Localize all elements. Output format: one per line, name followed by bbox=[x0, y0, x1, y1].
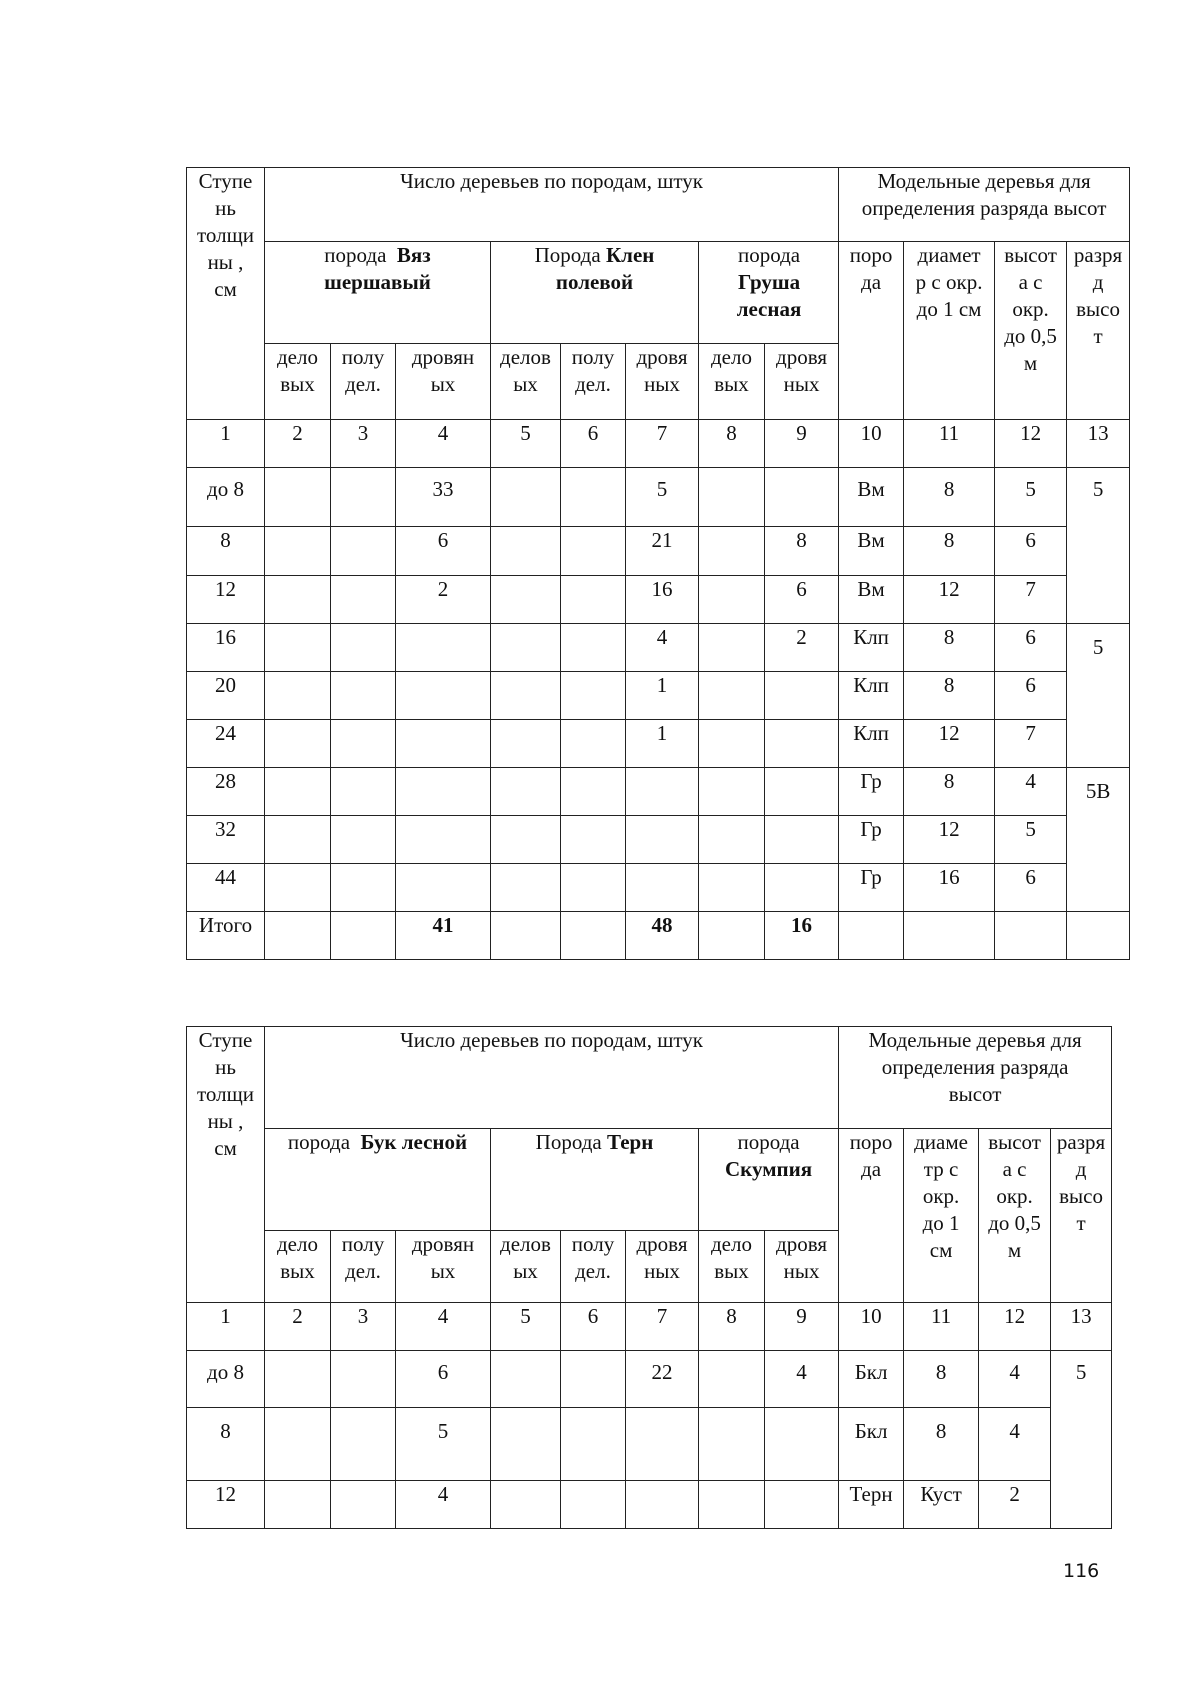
subheader-cell: дело вых bbox=[265, 344, 331, 420]
cell-razryad: 5 bbox=[1067, 624, 1130, 768]
cell-height: 6 bbox=[995, 624, 1067, 672]
subheader-cell: дело вых bbox=[699, 1231, 765, 1303]
row-stupen: 12 bbox=[187, 576, 265, 624]
column-number: 8 bbox=[699, 420, 765, 468]
cell-value bbox=[765, 720, 839, 768]
total-value: 48 bbox=[651, 913, 673, 937]
table-row bbox=[187, 720, 1130, 768]
column-number: 2 bbox=[265, 1303, 331, 1351]
cell-diameter: 8 bbox=[904, 1351, 979, 1408]
cell-poroda: Гр bbox=[839, 864, 904, 912]
column-number: 9 bbox=[765, 420, 839, 468]
header-poroda: поро да bbox=[839, 1129, 904, 1303]
cell-value bbox=[396, 720, 491, 768]
tree-table-1 bbox=[186, 167, 1130, 960]
column-number: 13 bbox=[1067, 420, 1130, 468]
cell-value bbox=[765, 672, 839, 720]
total-label: Итого bbox=[187, 912, 265, 960]
total-value: 41 bbox=[432, 913, 454, 937]
cell-diameter: Куст bbox=[904, 1481, 979, 1529]
subheader-cell: полу дел. bbox=[331, 344, 396, 420]
column-number: 4 bbox=[396, 420, 491, 468]
cell-diameter: 8 bbox=[904, 1408, 979, 1481]
column-number: 6 bbox=[561, 1303, 626, 1351]
column-number: 11 bbox=[904, 420, 995, 468]
subheader-cell: дело вых bbox=[699, 344, 765, 420]
column-number: 6 bbox=[561, 420, 626, 468]
cell-value bbox=[396, 672, 491, 720]
cell-poroda: Гр bbox=[839, 768, 904, 816]
cell-value bbox=[626, 768, 699, 816]
cell-diameter: 12 bbox=[904, 816, 995, 864]
cell-value bbox=[396, 816, 491, 864]
row-stupen: 32 bbox=[187, 816, 265, 864]
cell-value: 2 bbox=[396, 576, 491, 624]
table-row bbox=[187, 672, 1130, 720]
total-row bbox=[187, 912, 1130, 960]
column-number: 13 bbox=[1051, 1303, 1112, 1351]
row-stupen: 24 bbox=[187, 720, 265, 768]
cell-height: 4 bbox=[995, 768, 1067, 816]
subheader-cell: дровян ых bbox=[396, 344, 491, 420]
header-razryad: разря д высо т bbox=[1067, 242, 1130, 420]
subheader-cell: полу дел. bbox=[561, 344, 626, 420]
cell-poroda: Терн bbox=[839, 1481, 904, 1529]
cell-value bbox=[765, 1408, 839, 1481]
column-number: 4 bbox=[396, 1303, 491, 1351]
cell-razryad: 5В bbox=[1067, 768, 1130, 912]
row-stupen: 12 bbox=[187, 1481, 265, 1529]
cell-diameter: 16 bbox=[904, 864, 995, 912]
column-number: 9 bbox=[765, 1303, 839, 1351]
subheader-cell: дровя ных bbox=[626, 1231, 699, 1303]
cell-poroda: Бкл bbox=[839, 1408, 904, 1481]
row-stupen: до 8 bbox=[187, 1351, 265, 1408]
cell-diameter: 12 bbox=[904, 576, 995, 624]
cell-value: 4 bbox=[396, 1481, 491, 1529]
table-row bbox=[187, 1351, 1112, 1408]
subheader-cell: делов ых bbox=[491, 1231, 561, 1303]
cell-razryad: 5 bbox=[1067, 468, 1130, 624]
header-poroda: поро да bbox=[839, 242, 904, 420]
column-number: 7 bbox=[626, 1303, 699, 1351]
cell-razryad: 5 bbox=[1051, 1351, 1112, 1529]
cell-value bbox=[765, 864, 839, 912]
subheader-cell: дело вых bbox=[265, 1231, 331, 1303]
cell-height: 7 bbox=[995, 720, 1067, 768]
column-number: 10 bbox=[839, 1303, 904, 1351]
header-stupen: Ступе нь толщи ны , см bbox=[187, 1027, 265, 1303]
row-stupen: 20 bbox=[187, 672, 265, 720]
cell-poroda: Вм bbox=[839, 576, 904, 624]
header-razryad: разря д высо т bbox=[1051, 1129, 1112, 1303]
cell-poroda: Клп bbox=[839, 624, 904, 672]
cell-value bbox=[765, 768, 839, 816]
header-tree-count: Число деревьев по породам, штук bbox=[265, 168, 839, 242]
header-stupen: Ступе нь толщи ны , см bbox=[187, 168, 265, 420]
subheader-cell: дровя ных bbox=[626, 344, 699, 420]
column-number: 11 bbox=[904, 1303, 979, 1351]
cell-diameter: 8 bbox=[904, 768, 995, 816]
species-header-skumpiya: порода Скумпия bbox=[699, 1129, 839, 1231]
cell-value: 6 bbox=[765, 576, 839, 624]
column-number: 10 bbox=[839, 420, 904, 468]
column-number: 5 bbox=[491, 420, 561, 468]
subheader-cell: полу дел. bbox=[561, 1231, 626, 1303]
table-row bbox=[187, 1481, 1112, 1529]
table-row bbox=[187, 468, 1130, 527]
cell-height: 2 bbox=[979, 1481, 1051, 1529]
column-number-row bbox=[187, 420, 1130, 468]
subheader-cell: полу дел. bbox=[331, 1231, 396, 1303]
header-model-trees: Модельные деревья для определения разряда высот bbox=[839, 1027, 1112, 1129]
cell-value: 21 bbox=[626, 527, 699, 576]
cell-value bbox=[765, 1481, 839, 1529]
header-tree-count: Число деревьев по породам, штук bbox=[265, 1027, 839, 1129]
cell-diameter: 8 bbox=[904, 468, 995, 527]
cell-diameter: 8 bbox=[904, 624, 995, 672]
cell-diameter: 8 bbox=[904, 672, 995, 720]
cell-value: 8 bbox=[765, 527, 839, 576]
cell-value: 4 bbox=[626, 624, 699, 672]
column-number: 1 bbox=[187, 420, 265, 468]
table-row bbox=[187, 624, 1130, 672]
subheader-cell: дровян ых bbox=[396, 1231, 491, 1303]
subheader-cell: дровя ных bbox=[765, 344, 839, 420]
row-stupen: 8 bbox=[187, 1408, 265, 1481]
cell-height: 4 bbox=[979, 1408, 1051, 1481]
cell-poroda: Клп bbox=[839, 720, 904, 768]
cell-poroda: Гр bbox=[839, 816, 904, 864]
cell-height: 5 bbox=[995, 468, 1067, 527]
cell-value bbox=[626, 864, 699, 912]
cell-value bbox=[396, 864, 491, 912]
column-number: 3 bbox=[331, 420, 396, 468]
cell-value: 5 bbox=[626, 468, 699, 527]
cell-value: 6 bbox=[396, 1351, 491, 1408]
row-stupen: 44 bbox=[187, 864, 265, 912]
cell-value: 2 bbox=[765, 624, 839, 672]
species-header-buk: порода Бук лесной bbox=[265, 1129, 491, 1231]
row-stupen: 16 bbox=[187, 624, 265, 672]
header-diameter: диамет р с окр. до 1 см bbox=[904, 242, 995, 420]
cell-value bbox=[765, 468, 839, 527]
table-row bbox=[187, 576, 1130, 624]
table-row bbox=[187, 816, 1130, 864]
cell-poroda: Бкл bbox=[839, 1351, 904, 1408]
row-stupen: до 8 bbox=[187, 468, 265, 527]
total-value: 16 bbox=[791, 913, 813, 937]
header-diameter: диаме тр с окр. до 1 см bbox=[904, 1129, 979, 1303]
species-header-vyaz: порода Вяз шершавый bbox=[265, 242, 491, 344]
cell-poroda: Вм bbox=[839, 527, 904, 576]
table-row bbox=[187, 768, 1130, 816]
cell-height: 4 bbox=[979, 1351, 1051, 1408]
cell-value: 16 bbox=[626, 576, 699, 624]
row-stupen: 8 bbox=[187, 527, 265, 576]
cell-value bbox=[626, 1408, 699, 1481]
page-number: 116 bbox=[1063, 1560, 1100, 1582]
subheader-cell: дровя ных bbox=[765, 1231, 839, 1303]
cell-value: 33 bbox=[396, 468, 491, 527]
cell-value: 6 bbox=[396, 527, 491, 576]
column-number: 8 bbox=[699, 1303, 765, 1351]
table-row bbox=[187, 864, 1130, 912]
table-row bbox=[187, 527, 1130, 576]
cell-value bbox=[626, 1481, 699, 1529]
column-number: 2 bbox=[265, 420, 331, 468]
cell-value: 1 bbox=[626, 720, 699, 768]
cell-value bbox=[396, 768, 491, 816]
column-number: 7 bbox=[626, 420, 699, 468]
cell-diameter: 8 bbox=[904, 527, 995, 576]
table-row bbox=[187, 1408, 1112, 1481]
cell-height: 6 bbox=[995, 864, 1067, 912]
header-height: высот а с окр. до 0,5 м bbox=[979, 1129, 1051, 1303]
header-model-trees: Модельные деревья для определения разряда высот bbox=[839, 168, 1130, 242]
cell-poroda: Клп bbox=[839, 672, 904, 720]
cell-value: 1 bbox=[626, 672, 699, 720]
species-header-tern: Порода Терн bbox=[491, 1129, 699, 1231]
cell-value bbox=[765, 816, 839, 864]
cell-value: 4 bbox=[765, 1351, 839, 1408]
cell-diameter: 12 bbox=[904, 720, 995, 768]
cell-height: 5 bbox=[995, 816, 1067, 864]
cell-value bbox=[626, 816, 699, 864]
species-header-klen: Порода Клен полевой bbox=[491, 242, 699, 344]
column-number: 1 bbox=[187, 1303, 265, 1351]
cell-value: 5 bbox=[396, 1408, 491, 1481]
column-number: 5 bbox=[491, 1303, 561, 1351]
cell-height: 7 bbox=[995, 576, 1067, 624]
header-height: высот а с окр. до 0,5 м bbox=[995, 242, 1067, 420]
subheader-cell: делов ых bbox=[491, 344, 561, 420]
cell-value: 22 bbox=[626, 1351, 699, 1408]
species-header-grusha: порода Груша лесная bbox=[699, 242, 839, 344]
row-stupen: 28 bbox=[187, 768, 265, 816]
column-number: 12 bbox=[979, 1303, 1051, 1351]
cell-value bbox=[396, 624, 491, 672]
column-number: 3 bbox=[331, 1303, 396, 1351]
column-number-row bbox=[187, 1303, 1112, 1351]
cell-height: 6 bbox=[995, 672, 1067, 720]
cell-height: 6 bbox=[995, 527, 1067, 576]
tree-table-2 bbox=[186, 1026, 1112, 1529]
cell-poroda: Вм bbox=[839, 468, 904, 527]
column-number: 12 bbox=[995, 420, 1067, 468]
